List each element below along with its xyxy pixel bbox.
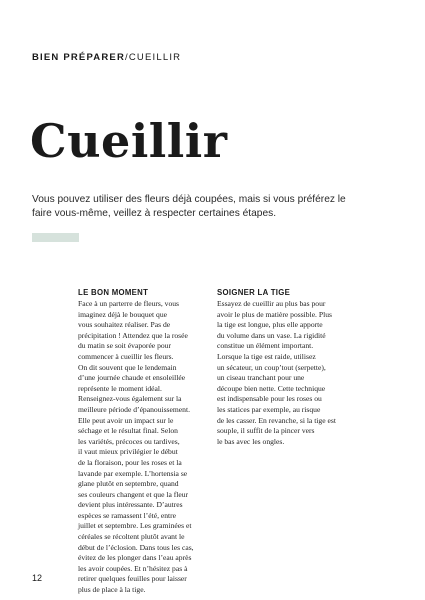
body-line: juillet et septembre. Les graminées et	[78, 521, 192, 531]
body-line: Renseignez-vous également sur la	[78, 394, 182, 404]
column-heading: SOIGNER LA TIGE	[217, 288, 291, 297]
column-soigner-tige	[217, 288, 347, 447]
body-line: vous souhaitez réaliser. Pas de	[78, 320, 171, 330]
body-line: un ciseau tranchant pour une	[217, 373, 305, 383]
column-body	[217, 299, 347, 447]
body-line: les statices par exemple, au risque	[217, 404, 321, 414]
body-line: plus de place à la tige.	[78, 585, 146, 595]
column-bon-moment	[78, 288, 208, 596]
body-line: céréales se récoltent plutôt avant le	[78, 532, 185, 542]
body-line: du volume dans un vase. La rigidité	[217, 330, 326, 340]
body-line: Elle peut avoir un impact sur le	[78, 415, 174, 425]
intro-paragraph: Vous pouvez utiliser des fleurs déjà coupées, mais si vous préférez le faire vous-même, veillez à respecter certaines étapes.	[32, 194, 346, 219]
body-line: ses couleurs changent et que la fleur	[78, 489, 189, 499]
body-line: représente le moment idéal.	[78, 383, 162, 393]
section-label: BIEN PRÉPARER	[32, 52, 126, 63]
body-line: glane plutôt en septembre, quand	[78, 479, 179, 489]
body-line: retirer quelques feuilles pour laisser	[78, 574, 187, 584]
column-heading: LE BON MOMENT	[78, 288, 149, 297]
body-line: de la floraison, pour les roses et la	[78, 457, 182, 467]
body-line: espèces se ramassent l’été, entre	[78, 510, 177, 520]
body-line: imaginez déjà le bouquet que	[78, 309, 167, 319]
body-line: précipitation ! Attendez que la rosée	[78, 330, 188, 340]
body-line: commencer à cueillir les fleurs.	[78, 351, 174, 361]
section-breadcrumb	[32, 52, 181, 63]
body-line: découpe bien nette. Cette technique	[217, 383, 326, 393]
breadcrumb-separator: /	[125, 52, 129, 63]
body-line: constitue un élément important.	[217, 341, 314, 351]
body-line: évitez de les plonger dans l’eau après	[78, 553, 192, 563]
body-line: il vaut mieux privilégier le début	[78, 447, 178, 457]
body-line: du matin se soit évaporée pour	[78, 341, 171, 351]
body-line: lavande par exemple. L’hortensia se	[78, 468, 188, 478]
body-line: meilleure période d’épanouissement.	[78, 404, 190, 414]
body-line: souple, il suffit de la pincer vers	[217, 426, 315, 436]
body-line: le bas avec les ongles.	[217, 436, 285, 446]
body-line: On dit souvent que le lendemain	[78, 362, 177, 372]
body-line: un sécateur, un coup’tout (serpette),	[217, 362, 326, 372]
body-line: la tige est longue, plus elle apporte	[217, 320, 323, 330]
subsection-label: CUEILLIR	[128, 52, 182, 63]
body-line: Essayez de cueillir au plus bas pour	[217, 299, 326, 308]
body-line: Lorsque la tige est raide, utilisez	[217, 351, 316, 361]
body-line: Face à un parterre de fleurs, vous	[78, 299, 179, 308]
body-line: les variétés, précoces ou tardives,	[78, 436, 180, 446]
accent-bar	[32, 233, 79, 242]
body-line: d’une journée chaude et ensoleillée	[78, 373, 186, 383]
body-line: séchage et le résultat final. Selon	[78, 426, 178, 436]
body-line: est indispensable pour les roses ou	[217, 394, 322, 404]
body-line: devient plus intéressante. D’autres	[78, 500, 183, 510]
page-title: Cueillir	[30, 114, 228, 168]
body-line: avoir le plus de matière possible. Plus	[217, 309, 332, 319]
column-body	[78, 299, 208, 596]
body-line: début de l’éclosion. Dans tous les cas,	[78, 542, 194, 552]
page-number: 12	[32, 573, 43, 583]
body-line: les avoir coupées. Et n’hésitez pas à	[78, 563, 188, 573]
body-line: de les casser. En revanche, si la tige est	[217, 415, 336, 425]
